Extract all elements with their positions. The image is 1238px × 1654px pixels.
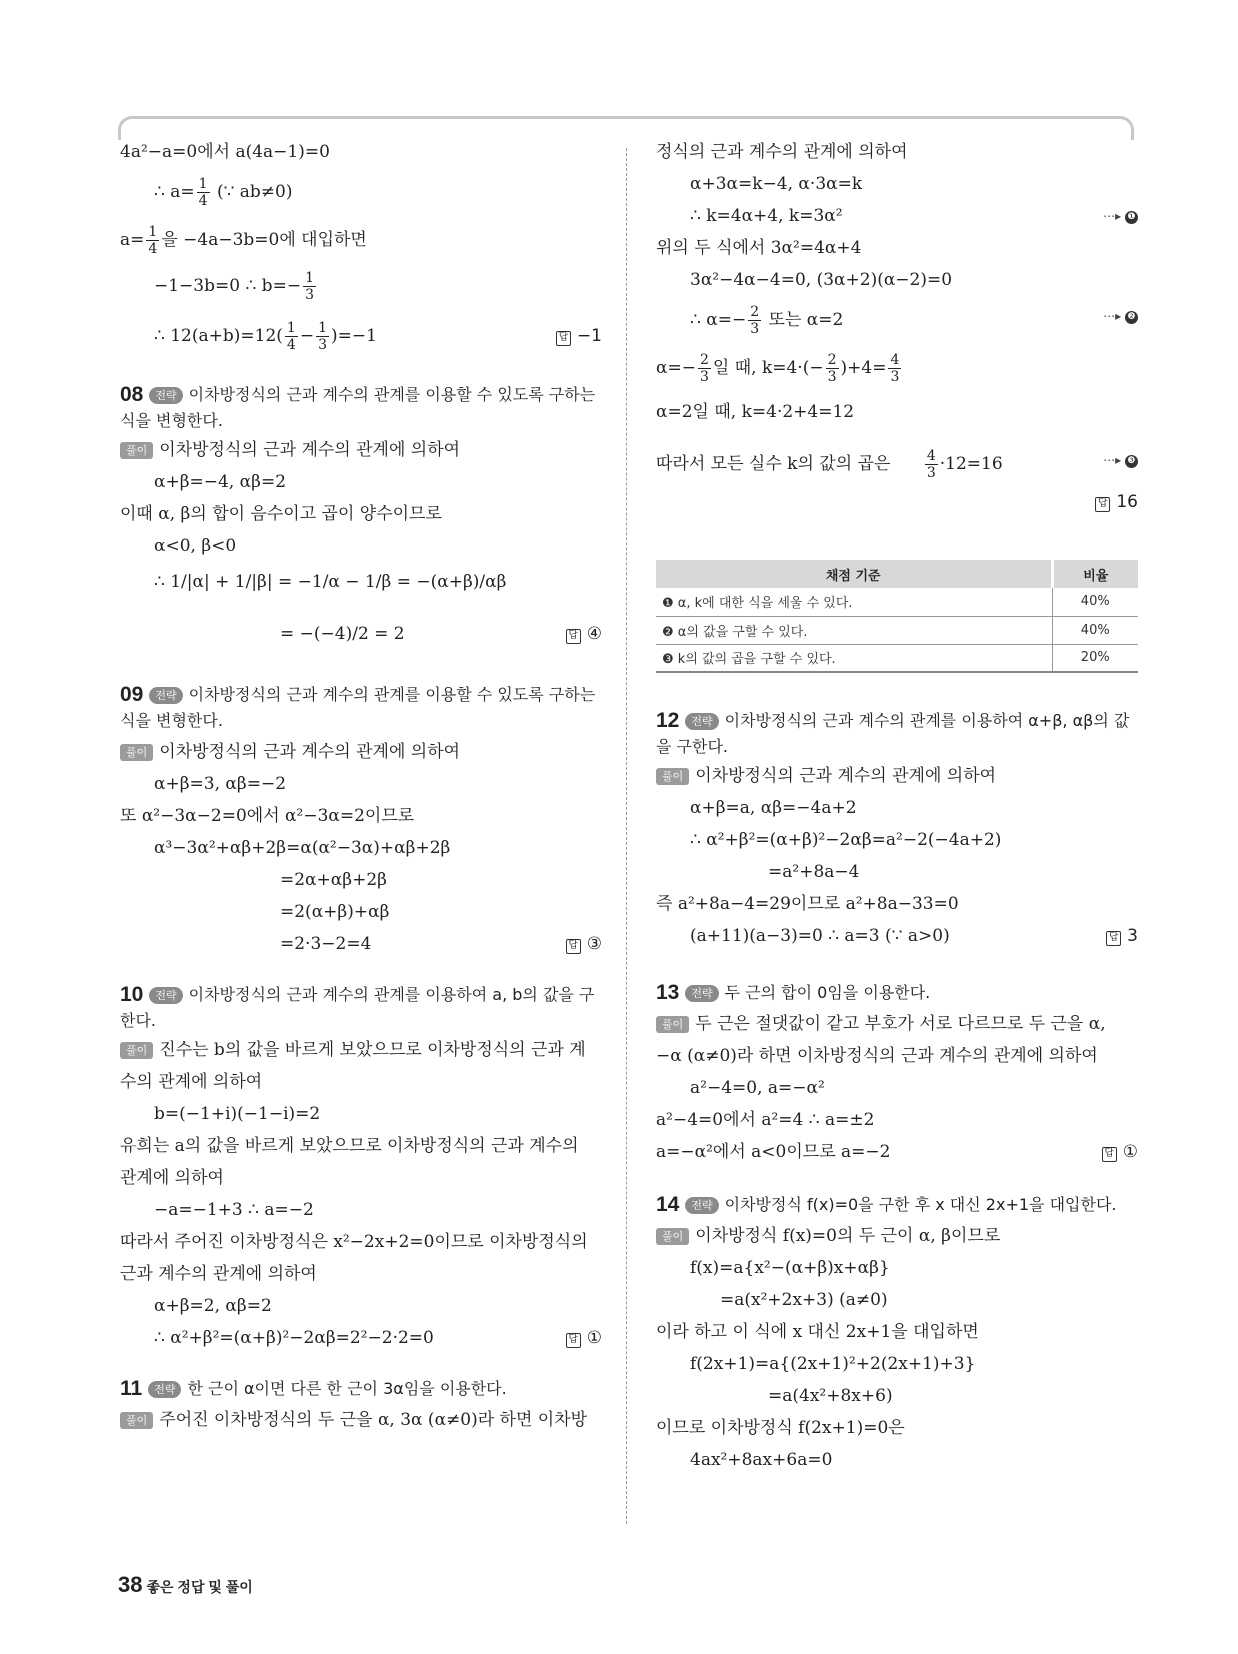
equation-line: α³−3α²+αβ+2β=α(α²−3α)+αβ+2β (154, 838, 451, 858)
problem-11-heading (120, 1376, 602, 1402)
answer-mark-icon: 답 (566, 1333, 581, 1348)
solution-text: 이차방정식의 근과 계수의 관계에 의하여 (695, 766, 997, 786)
denominator: 3 (750, 321, 760, 337)
solution-line (120, 1038, 586, 1062)
math-text: ∴ α=− (690, 310, 747, 330)
strategy-text: 이차방정식의 근과 계수의 관계를 이용하여 α+β, αβ의 값을 구한다. (656, 711, 1130, 756)
table-row (656, 644, 1138, 672)
solution-tag: 풀이 (120, 442, 153, 459)
math-text: α=− (656, 358, 696, 378)
solution-text: 주어진 이차방정식의 두 근을 α, 3α (α≠0)라 하면 이차방 (159, 1410, 588, 1430)
equation-line (154, 176, 293, 209)
criterion-cell: ❷ α의 값을 구할 수 있다. (656, 616, 1052, 644)
solution-tag: 풀이 (656, 1228, 689, 1245)
numerator: 4 (926, 448, 936, 464)
page-number: 38 (118, 1572, 143, 1597)
math-text: ·12=16 (939, 454, 1003, 474)
ratio-cell: 40% (1052, 588, 1138, 616)
answer-mark-icon: 답 (1095, 497, 1110, 512)
text-line: 즉 a²+8a−4=29이므로 a²+8a−33=0 (656, 894, 959, 914)
text-line: 정식의 근과 계수의 관계에 의하여 (656, 142, 908, 162)
math-text: )+4= (840, 358, 887, 378)
denominator: 4 (148, 241, 158, 257)
text-line: −α (α≠0)라 하면 이차방정식의 근과 계수의 관계에 의하여 (656, 1046, 1098, 1066)
solution-tag: 풀이 (120, 1042, 153, 1059)
text-line: 이때 α, β의 합이 음수이고 곱이 양수이므로 (120, 504, 442, 524)
equation-line: 4ax²+8ax+6a=0 (690, 1450, 833, 1470)
ratio-cell: 20% (1052, 644, 1138, 672)
solution-line (120, 740, 460, 764)
numerator: 2 (827, 352, 837, 368)
strategy-text: 두 근의 합이 0임을 이용한다. (724, 983, 931, 1002)
denominator: 4 (286, 337, 296, 353)
numerator: 2 (699, 352, 709, 368)
math-text: ∴ a= (154, 182, 195, 202)
denominator: 3 (318, 337, 327, 353)
strategy-tag: 전략 (685, 985, 718, 1002)
equation-line (656, 352, 903, 385)
footer-title: 좋은 정답 및 풀이 (146, 1579, 253, 1595)
equation-line: ∴ α²+β²=(α+β)²−2αβ=a²−2(−4a+2) (690, 830, 1002, 850)
problem-number: 14 (656, 1193, 680, 1216)
equation-line: 3α²−4α−4=0, (3α+2)(α−2)=0 (690, 270, 953, 290)
strategy-tag: 전략 (685, 1197, 718, 1214)
column-divider (626, 148, 627, 1524)
text-line: 4a²−a=0에서 a(4a−1)=0 (120, 142, 330, 162)
text-line: a=−α²에서 a<0이므로 a=−2 (656, 1142, 891, 1162)
equation-line (154, 270, 318, 303)
equation-line: ∴ 1/|α| + 1/|β| = −1/α − 1/β = −(α+β)/αβ (154, 572, 507, 592)
numerator: 4 (890, 352, 900, 368)
strategy-text: 이차방정식 f(x)=0을 구한 후 x 대신 2x+1을 대입한다. (724, 1195, 1117, 1214)
solution-tag: 풀이 (120, 744, 153, 761)
equation-line: α+3α=k−4, α·3α=k (690, 174, 863, 194)
equation-line: f(x)=a{x²−(α+β)x+αβ} (690, 1258, 890, 1278)
math-text: ∴ 12(a+b)=12( (154, 326, 283, 346)
step-marker-3: ⋯▸ ❸ (1103, 448, 1138, 472)
answer-mark-icon: 답 (556, 331, 571, 346)
strategy-tag: 전략 (148, 1381, 181, 1398)
answer-value: −1 (576, 326, 602, 346)
ratio-cell: 40% (1052, 616, 1138, 644)
strategy-text: 한 근이 α이면 다른 한 근이 3α임을 이용한다. (187, 1379, 507, 1398)
strategy-text: 이차방정식의 근과 계수의 관계를 이용할 수 있도록 구하는 식을 변형한다. (120, 385, 596, 430)
fraction (303, 270, 316, 303)
answer-12 (1106, 924, 1138, 948)
text-line: 위의 두 식에서 3α²=4α+4 (656, 238, 862, 258)
fraction (285, 320, 298, 353)
step-marker-1: ⋯▸ ❶ (1103, 204, 1138, 228)
solution-tag: 풀이 (656, 768, 689, 785)
numerator: 1 (286, 320, 296, 336)
text-line: 이므로 이차방정식 f(2x+1)=0은 (656, 1418, 905, 1438)
solution-line (656, 1012, 1106, 1036)
equation-line: =a²+8a−4 (768, 862, 860, 882)
strategy-tag: 전략 (149, 387, 182, 404)
fraction (197, 176, 210, 209)
fraction (698, 352, 711, 385)
equation-line: α<0, β<0 (154, 536, 237, 556)
equation-line: =a(x²+2x+3) (a≠0) (720, 1290, 888, 1310)
equation-line: f(2x+1)=a{(2x+1)²+2(2x+1)+3} (690, 1354, 976, 1374)
denominator: 3 (890, 369, 900, 385)
problem-13-heading (656, 980, 1138, 1006)
solution-tag: 풀이 (656, 1016, 689, 1033)
fraction (146, 224, 159, 257)
criterion-cell: ❸ k의 값의 곱을 구할 수 있다. (656, 644, 1052, 672)
answer-value: ④ (586, 624, 602, 644)
equation-line: = −(−4)/2 = 2 (280, 624, 405, 644)
numerator: 1 (318, 320, 327, 336)
equation-line: α+β=3, αβ=−2 (154, 774, 287, 794)
math-text: −1−3b=0 ∴ b=− (154, 276, 302, 296)
math-text: 따라서 모든 실수 k의 값의 곱은 (656, 454, 891, 474)
denominator: 3 (699, 369, 709, 385)
math-text: a= (120, 230, 145, 250)
strategy-tag: 전략 (149, 987, 182, 1004)
equation-line: −a=−1+3 ∴ a=−2 (154, 1200, 314, 1220)
fraction (826, 352, 839, 385)
equation-line: =2α+αβ+2β (280, 870, 387, 890)
equation-line: α+β=2, αβ=2 (154, 1296, 272, 1316)
solution-tag: 풀이 (120, 1412, 153, 1429)
text-line: 또 α²−3α−2=0에서 α²−3α=2이므로 (120, 806, 415, 826)
step-number-icon: ❶ (1125, 211, 1138, 224)
equation-line: α+β=a, αβ=−4a+2 (690, 798, 857, 818)
equation-line (690, 304, 843, 337)
numerator: 1 (148, 224, 158, 240)
problem-number: 09 (120, 683, 144, 706)
equation-line: ∴ k=4α+4, k=3α² (690, 206, 843, 226)
answer-value: ① (586, 1328, 602, 1348)
answer-value: ① (1122, 1142, 1138, 1162)
equation-line: ∴ 12(a+b)=12( $\frac{1}{4}$ − $\frac{1}{3}$ )=−1 (154, 320, 377, 353)
denominator: 4 (198, 193, 208, 209)
numerator: 1 (305, 270, 314, 286)
equation-line: =2·3−2=4 (280, 934, 372, 954)
equation-line: ∴ α²+β²=(α+β)²−2αβ=2²−2·2=0 (154, 1328, 434, 1348)
answer-value: 3 (1127, 926, 1138, 946)
answer-value: ③ (586, 934, 602, 954)
solution-text: 이차방정식 f(x)=0의 두 근이 α, β이므로 (695, 1226, 1001, 1246)
text-line: 근과 계수의 관계에 의하여 (120, 1264, 317, 1284)
equation-line: a²−4=0, a=−α² (690, 1078, 825, 1098)
problem-10-heading (120, 982, 602, 1034)
equation-line: =2(α+β)+αβ (280, 902, 390, 922)
text-line: α=2일 때, k=4·2+4=12 (656, 402, 855, 422)
problem-number: 12 (656, 709, 680, 732)
page-footer (118, 1572, 253, 1598)
problem-number: 11 (120, 1377, 143, 1400)
scoring-table (656, 560, 1138, 673)
text-line: 수의 관계에 의하여 (120, 1072, 263, 1092)
problem-12-heading (656, 708, 1138, 760)
problem-number: 08 (120, 383, 144, 406)
solution-text: 두 근은 절댓값이 같고 부호가 서로 다르므로 두 근을 α, (695, 1014, 1106, 1034)
math-text: 을 −4a−3b=0에 대입하면 (161, 230, 367, 250)
text-line (120, 224, 367, 257)
denominator: 3 (926, 465, 936, 481)
fraction (316, 320, 329, 353)
solution-line (656, 1224, 1000, 1248)
solution-line (120, 438, 460, 462)
problem-14-heading (656, 1192, 1138, 1218)
numerator: 2 (750, 304, 760, 320)
strategy-tag: 전략 (149, 687, 182, 704)
equation-line: α+β=−4, αβ=2 (154, 472, 287, 492)
step-number-icon: ❸ (1125, 455, 1138, 468)
text-line (656, 448, 1003, 481)
table-row (656, 588, 1138, 616)
solution-text: 이차방정식의 근과 계수의 관계에 의하여 (159, 440, 461, 460)
fraction (925, 448, 938, 481)
answer-intro (556, 324, 602, 348)
answer-10 (566, 1326, 602, 1350)
math-text: 일 때, k=4·(− (712, 358, 824, 378)
problem-number: 10 (120, 983, 144, 1006)
step-number-icon: ❷ (1125, 311, 1138, 324)
answer-mark-icon: 답 (1106, 931, 1121, 946)
fraction (748, 304, 761, 337)
text-line: 유희는 a의 값을 바르게 보았으므로 이차방정식의 근과 계수의 (120, 1136, 579, 1156)
page-frame (118, 116, 1134, 140)
denominator: 3 (305, 287, 314, 303)
answer-09 (566, 932, 602, 956)
strategy-text: 이차방정식의 근과 계수의 관계를 이용할 수 있도록 구하는 식을 변형한다. (120, 685, 596, 730)
denominator: 3 (827, 369, 837, 385)
strategy-tag: 전략 (685, 713, 718, 730)
equation-line: (a+11)(a−3)=0 ∴ a=3 (∵ a>0) (690, 926, 950, 946)
solution-text: 이차방정식의 근과 계수의 관계에 의하여 (159, 742, 461, 762)
answer-mark-icon: 답 (1102, 1147, 1117, 1162)
table-header-row (656, 560, 1138, 588)
text-line: 관계에 의하여 (120, 1168, 224, 1188)
numerator: 1 (198, 176, 208, 192)
fraction (888, 352, 901, 385)
problem-08-heading (120, 382, 602, 434)
solution-text: 진수는 b의 값을 바르게 보았으므로 이차방정식의 근과 계 (159, 1040, 586, 1060)
problem-09-heading (120, 682, 602, 734)
math-text: (∵ ab≠0) (216, 182, 293, 202)
solution-line (120, 1408, 587, 1432)
problem-number: 13 (656, 981, 680, 1004)
math-text: )=−1 (330, 326, 377, 346)
math-text: 또는 α=2 (768, 310, 844, 330)
criterion-cell: ❶ α, k에 대한 식을 세울 수 있다. (656, 588, 1052, 616)
equation-line: b=(−1+i)(−1−i)=2 (154, 1104, 321, 1124)
text-line: a²−4=0에서 a²=4 ∴ a=±2 (656, 1110, 875, 1130)
answer-value: 16 (1116, 492, 1138, 512)
text-line: 이라 하고 이 식에 x 대신 2x+1을 대입하면 (656, 1322, 979, 1342)
text-line: 따라서 주어진 이차방정식은 x²−2x+2=0이므로 이차방정식의 (120, 1232, 588, 1252)
answer-mark-icon: 답 (566, 939, 581, 954)
answer-11 (1095, 490, 1138, 514)
strategy-text: 이차방정식의 근과 계수의 관계를 이용하여 a, b의 값을 구한다. (120, 985, 595, 1030)
solution-line (656, 764, 996, 788)
table-row (656, 616, 1138, 644)
equation-line: =a(4x²+8x+6) (768, 1386, 893, 1406)
answer-08 (566, 622, 602, 646)
table-header: 채점 기준 (656, 560, 1052, 588)
table-header: 비율 (1052, 560, 1138, 588)
answer-13 (1102, 1140, 1138, 1164)
answer-mark-icon: 답 (566, 629, 581, 644)
step-marker-2: ⋯▸ ❷ (1103, 304, 1138, 328)
